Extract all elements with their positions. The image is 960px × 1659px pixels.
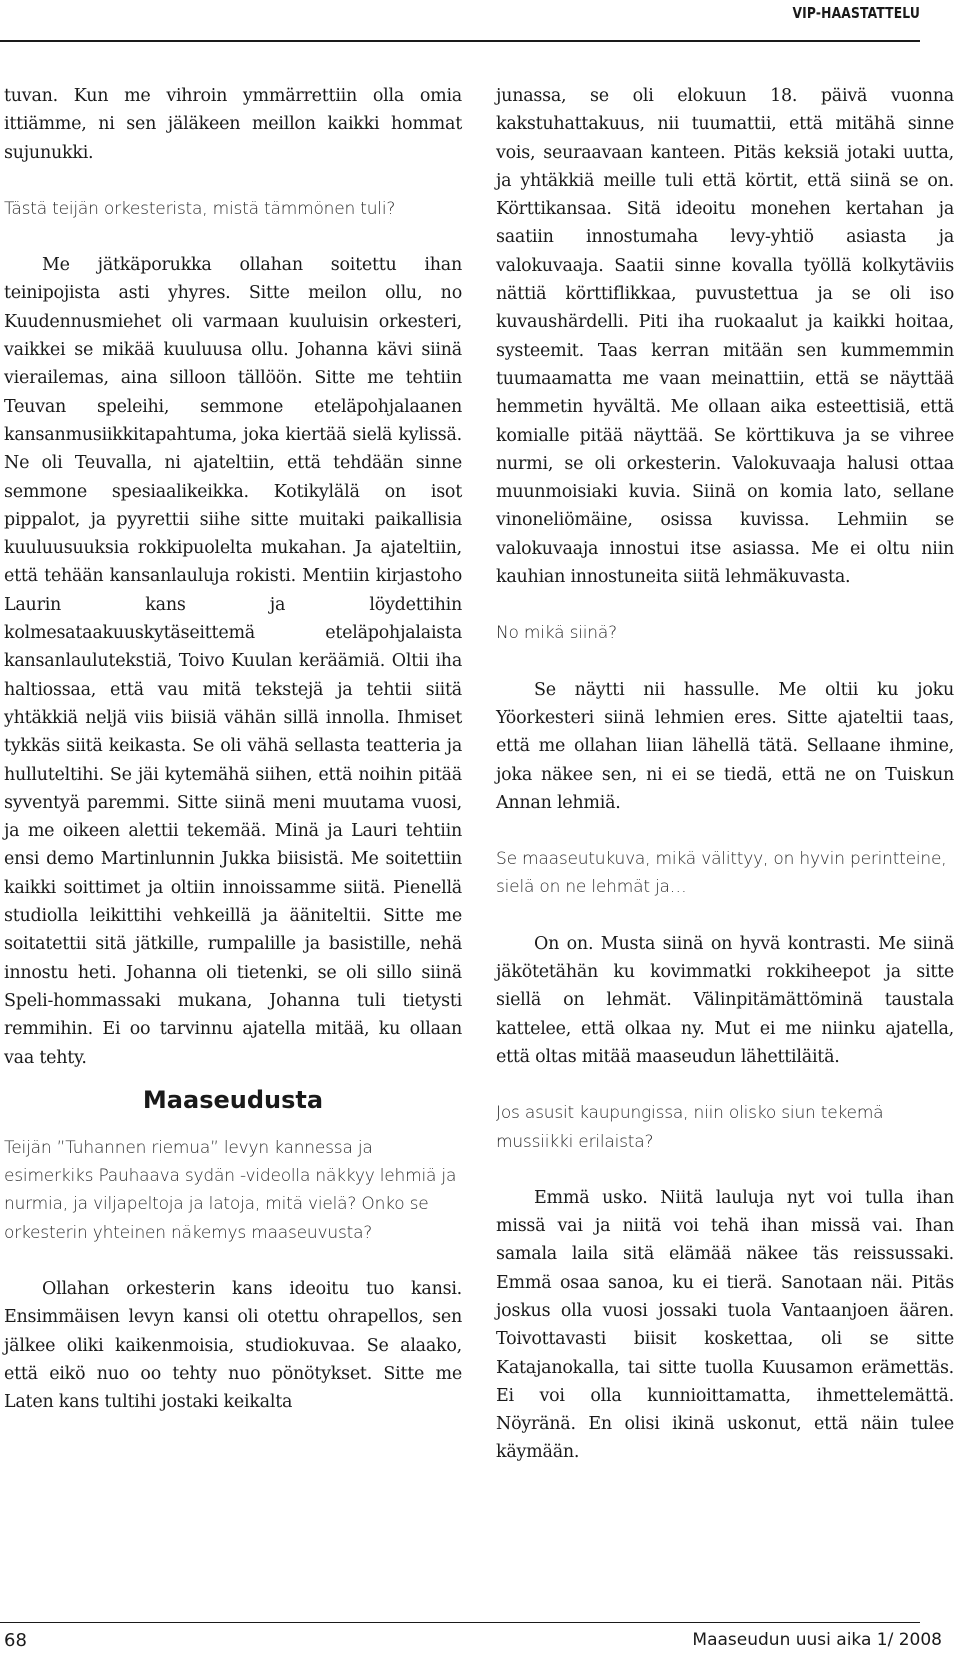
- section-header: [166, 4, 920, 22]
- paragraph: Me jätkäporukka ollahan soitettu ihan teinipojista asti yhyres. Sitte meilon ollu, no Kuudennusmiehet oli varmaan kuuluisin orkesteri, vaikkei se mikää kuuluusa ollu. Johanna kävi siinä vierailemas, aina silloon tällöön. Sitte me tehtiin Teuvan speleihi, semmone eteläpohjalaanen kansanmusiikkitapahtuma, joka kiertää sielä kylissä. Ne oli Teuvalla, ni ajateltiin, että tehdään sinne semmone spesiaalikeikka. Kotikylälä on isot pippalot, ja pyyrettii siihe sitte muitaki paikallisia kuuluusuuksia rokkipuolelta mukahan. Ja ajateltiin, että tehään kansanlauluja rokisti. Mentiin kirjastoho Laurin kans ja löydettihin kolmesataakuuskytäseittemä eteläpohjalaista kansanlaulutekstiä, Toivo Kuulan keräämiä. Oltii iha haltiossaa, että vau mitä tekstejä ja tehtii siitä yhtäkkiä neljä viis biisiä vähän sillä innolla. Ihmiset tykkäs siitä keikasta. Se oli vähä sellasta teatteria ja hulluteltihi. Se jäi kytemähä siihen, että noihin pitää syventyä paremmi. Sitte siinä meni muutama vuosi, ja me oikeen alettii tekemää. Minä ja Lauri tehtiin ensi demo Martinlunnin Jukka biisistä. Me soitettiin kaikki soittimet ja oltiin innoissamme siitä. Pienellä studiolla leikittihi vehkeillä ja ääniteltii. Sitte me soitatettii sitä jätkille, rumpalille ja basistille, nehä innostu heti. Johanna oli tietenki, se oli sillo siinä Speli-hommassaki mukana, Johanna tuli tietysti remmihin. Ei oo tarvinnu ajatella mitää, ku ollaan vaa tehty.: [4, 255, 462, 1068]
- paragraph: Emmä usko. Niitä lauluja nyt voi tulla ihan missä vai ja niitä voi tehä ihan missä vai. Ihan samala laila sitä elämää näkee täs reissussaki. Emmä osaa sanoa, ku ei tierä. Sanotaan näi. Pitäs joskus olla vuosi jossaki tuola Vantaanjoen äären. Toivottavasti biisit koskettaa, oli se sitte Katajanokalla, tai sitte tuolla Kuusamon erämettäs. Ei voi olla kunnioittamatta, ihmettelemättä. Nöyränä. En olisi ikinä uskonut, että näin tulee käymään.: [496, 1187, 954, 1463]
- interview-question: No mikä siinä?: [496, 623, 617, 644]
- interview-question: Tästä teijän orkesterista, mistä tämmönen tuli?: [4, 198, 396, 219]
- paragraph: Se näytti nii hassulle. Me oltii ku joku Yöorkesteri siinä lehmien eres. Sitte ajateltii taas, että me ollahan liian lähellä tätä. Sellaane ihmine, joka näkee sen, ni ei se tiedä, että ne on Tuiskun Annan lehmiä.: [496, 679, 954, 813]
- right-column: [496, 82, 954, 1467]
- interview-question: Teijän ”Tuhannen riemua” levyn kannessa ja esimerkiks Pauhaava sydän -videolla näkkyy lehmiä ja nurmia, ja viljapeltoja ja latoja, mitä vielä? Onko se orkesterin yhteinen näkemys maaseuvusta?: [4, 1137, 457, 1243]
- paragraph: On on. Musta siinä on hyvä kontrasti. Me siinä jäkötetähän ku kovimmatki rokkiheepot ja sitte siellä on lehmät. Välinpitämättöminä taustala kattelee, että olkaa ny. Mut ei me niinku ajatella, että oltas mitää maaseudun lähettiläitä.: [496, 933, 954, 1067]
- paragraph: Ollahan orkesterin kans ideoitu tuo kansi. Ensimmäisen levyn kansi oli otettu ohrapellos, sen jälkee oliki kaikenmoisia, studiokuvaa. Se alaako, että eikö nuo oo tehty nuo pönötykset. Sitte me Laten kans tultihi jostaki keikalta: [4, 1278, 462, 1413]
- header-rule: [0, 40, 920, 42]
- page-number: 68: [4, 1630, 27, 1651]
- footer-rule: [0, 1622, 920, 1623]
- section-title: VIP-HAASTATTELU: [792, 4, 920, 22]
- left-column: [4, 82, 462, 1416]
- interview-question: Jos asusit kaupungissa, niin olisko siun tekemä mussiikki erilaista?: [496, 1103, 884, 1152]
- interview-question: Se maaseutukuva, mikä välittyy, on hyvin perintteine, sielä on ne lehmät ja…: [496, 849, 947, 898]
- publication-issue: Maaseudun uusi aika 1/ 2008: [692, 1630, 942, 1650]
- paragraph: junassa, se oli elokuun 18. päivä vuonna kakstuhattakuus, nii tuumattii, että mitähä sinne vois, seuraavaan kanteen. Pitäs keksiä jotaki uutta, ja yhtäkkiä meille tuli että körtit, että siinä se on. Körttikansaa. Sitä ideoitu monehen kertahan ja saatiin innostumaha levy-yhtiö asiasta ja valokuvaaja. Saatii sinne kovalla työllä kolkytäviis nättiä körttiflikkaa, puvustettua ja se oli iso kuvaushärdelli. Piti iha ruokaalut ja kaikki hoitaa, systeemit. Taas kerran mitään sen kummemmin tuumaamatta me vaan meinattiin, että se näyttää hemmetin hyvältä. Me ollaan aika esteettisiä, että komialle pitää näyttää. Se körttikuva ja se vihree nurmi, se oli orkesterin. Valokuvaaja halusi ottaa muunmoisiaki kuvia. Siinä on komia lato, sellane vinoneliömäine, osissa kuvissa. Lehmiin se valokuvaaja innostui itse asiassa. Me ei oltu niin kauhian innostuneita siitä lehmäkuvasta.: [496, 86, 954, 588]
- paragraph: tuvan. Kun me vihroin ymmärrettiin olla omia ittiämme, ni sen jäläkeen meillon kaikki hommat sujunukki.: [4, 86, 462, 163]
- section-subheading: Maaseudusta: [142, 1085, 324, 1114]
